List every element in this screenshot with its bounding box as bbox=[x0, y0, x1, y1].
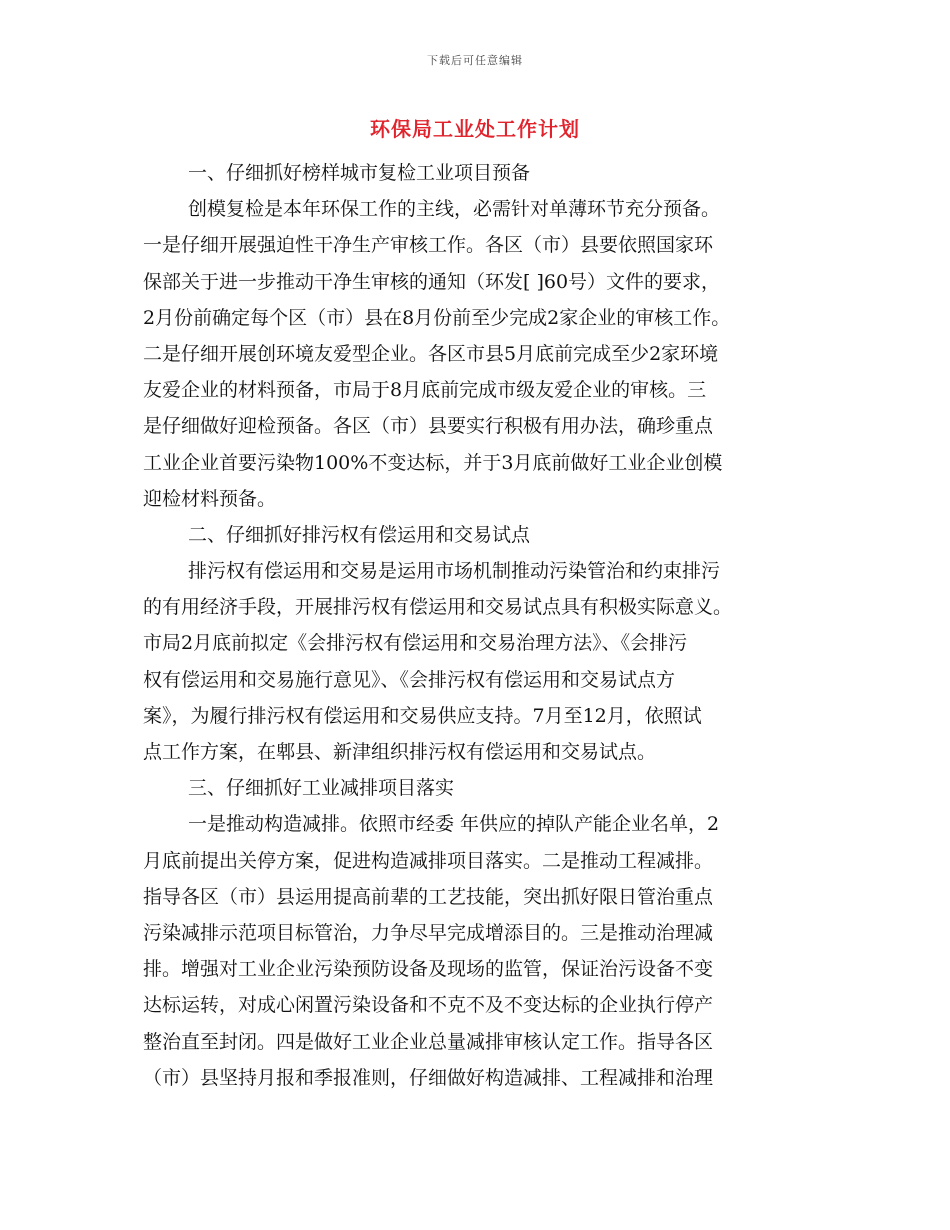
text-line: 一是仔细开展强迫性干净生产审核工作。各区（市）县要依照国家环 bbox=[143, 234, 714, 257]
text-line: 指导各区（市）县运用提高前辈的工艺技能，突出抓好限日管治重点 bbox=[143, 885, 714, 908]
text-line: 权有偿运用和交易施行意见》、《会排污权有偿运用和交易试点方 bbox=[143, 668, 676, 691]
text-line: 的有用经济手段，开展排污权有偿运用和交易试点具有积极实际意义。 bbox=[143, 596, 733, 619]
text-line: 保部关于进一步推动干净生审核的通知（环发[ ]60号）文件的要求， bbox=[143, 270, 721, 293]
text-line: 工业企业首要污染物100%不变达标，并于3月底前做好工业企业创模 bbox=[143, 451, 723, 474]
text-line: 一、仔细抓好榜样城市复检工业项目预备 bbox=[188, 162, 531, 184]
text-line: 污染减排示范项目标管治，力争尽早完成增添目的。三是推动治理减 bbox=[143, 921, 714, 944]
text-line: 创模复检是本年环保工作的主线，必需针对单薄环节充分预备。 bbox=[188, 198, 721, 221]
document-title: 环保局工业处工作计划 bbox=[370, 117, 580, 141]
page-header-note: 下载后可任意编辑 bbox=[427, 54, 523, 67]
text-line: 月底前提出关停方案，促进构造减排项目落实。二是推动工程减排。 bbox=[143, 849, 714, 872]
text-line: 市局2月底前拟定《会排污权有偿运用和交易治理方法》、《会排污 bbox=[143, 632, 688, 655]
text-line: 二是仔细开展创环境友爱型企业。各区市县5月底前完成至少2家环境 bbox=[143, 342, 719, 365]
text-line: 三、仔细抓好工业减排项目落实 bbox=[188, 777, 455, 800]
text-line: 排污权有偿运用和交易是运用市场机制推动污染管治和约束排污 bbox=[188, 560, 721, 583]
text-line: 迎检材料预备。 bbox=[143, 487, 277, 510]
text-line: 排。增强对工业企业污染预防设备及现场的监管，保证治污设备不变 bbox=[143, 958, 714, 981]
text-line: 是仔细做好迎检预备。各区（市）县要实行积极有用办法，确珍重点 bbox=[143, 415, 714, 438]
text-line: 2月份前确定每个区（市）县在8月份前至少完成2家企业的审核工作。 bbox=[143, 306, 731, 329]
text-line: 整治直至封闭。四是做好工业企业总量减排审核认定工作。指导各区 bbox=[143, 1030, 714, 1053]
text-line: 点工作方案，在郫县、新津组织排污权有偿运用和交易试点。 bbox=[143, 741, 657, 763]
text-line: 一是推动构造减排。依照市经委 年供应的掉队产能企业名单，2 bbox=[188, 813, 720, 836]
text-line: 友爱企业的材料预备，市局于8月底前完成市级友爱企业的审核。三 bbox=[143, 379, 707, 402]
text-line: （市）县坚持月报和季报准则，仔细做好构造减排、工程减排和治理 bbox=[143, 1066, 714, 1089]
text-line: 二、仔细抓好排污权有偿运用和交易试点 bbox=[188, 523, 531, 546]
text-line: 达标运转，对成心闲置污染设备和不克不及不变达标的企业执行停产 bbox=[143, 994, 714, 1017]
document-body bbox=[143, 155, 813, 1096]
text-line: 案》，为履行排污权有偿运用和交易供应支持。7月至12月，依照试 bbox=[143, 704, 702, 727]
